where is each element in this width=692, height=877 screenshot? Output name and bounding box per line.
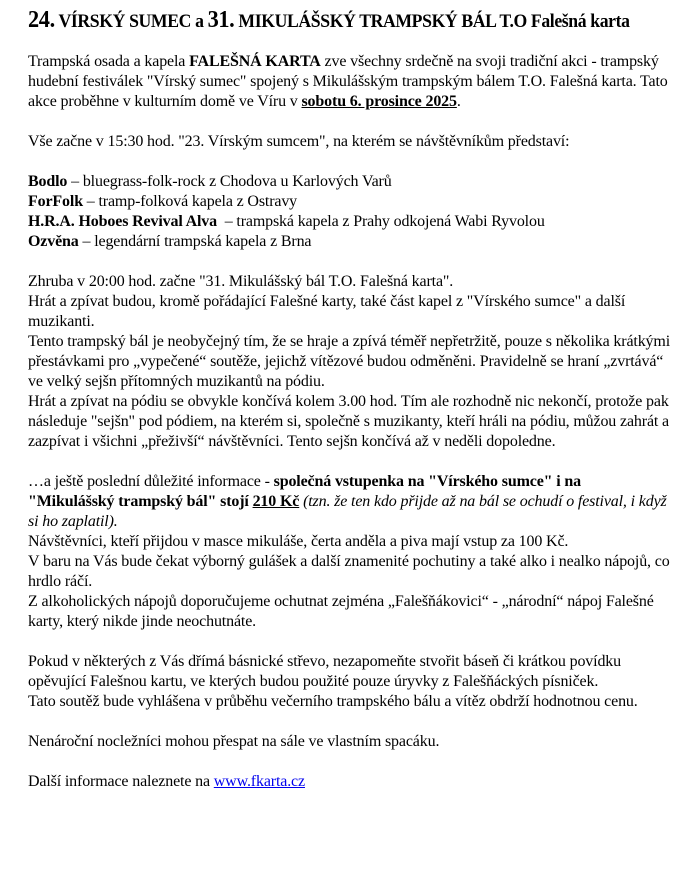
ticket-info-note: (tzn. že ten kdo přijde až na bál se ochudí o festival, i když si ho zaplatil). — [28, 493, 667, 530]
page-title — [28, 8, 670, 34]
title-ball-name: MIKULÁŠSKÝ TRAMPSKÝ BÁL T.O Falešná karta — [234, 11, 630, 32]
accommodation-text: Nenároční nocležníci mohou přespat na sále ve vlastním spacáku. — [28, 733, 440, 750]
spacer — [28, 712, 670, 732]
more-info-text: Další informace naleznete na — [28, 773, 214, 790]
band-name: ForFolk — [28, 193, 83, 210]
spacer — [28, 452, 670, 472]
contest-section — [28, 652, 670, 712]
spacer — [28, 632, 670, 652]
intro-text-end: . — [456, 93, 461, 110]
title-ball-number: 31. — [207, 7, 235, 33]
band-name-highlight: FALEŠNÁ KARTA — [189, 53, 321, 70]
band-list-item — [28, 232, 670, 252]
intro-text-continued: zve všechny srdečně na svoji tradiční akci - trampský hudební festiválek "Vírský sumec" spojený s Mikulášským trampským bálem T.O. Falešná karta. Tato akce proběhne v kulturním domě ve Víru v — [28, 53, 668, 110]
ticket-price: 210 Kč — [252, 493, 300, 510]
festival-start-text: Vše začne v 15:30 hod. "23. Vírským sumcem", na kterém se návštěvníkům představí: — [28, 133, 570, 150]
costume-discount-text: Návštěvníci, kteří přijdou v masce mikuláše, čerta anděla a piva mají vstup za 100 Kč. — [28, 533, 569, 550]
band-list-item — [28, 212, 670, 232]
band-name: Bodlo — [28, 173, 68, 190]
ticket-info-intro: …a ještě poslední důležité informace - — [28, 473, 274, 490]
contest-announcement-text: Tato soutěž bude vyhlášena v průběhu večerního trampského bálu a vítěz obdrží hodnotnou cenu. — [28, 693, 638, 710]
band-list-item — [28, 192, 670, 212]
ticket-info — [28, 472, 670, 532]
spacer — [28, 252, 670, 272]
band-description: – trampská kapela z Prahy odkojená Wabi Ryvolou — [217, 213, 545, 230]
title-festival-name: VÍRSKÝ SUMEC a — [54, 11, 208, 32]
drink-recommendation-text: Z alkoholických nápojů doporučujeme ochutnat zejména „Falešňákovici“ - „národní“ nápoj Falešné karty, který nikde jinde neochutnáte. — [28, 593, 654, 630]
ticket-info-bold: společná vstupenka na "Vírského sumce" i na "Mikulášský trampský bál" stojí — [28, 473, 581, 510]
spacer — [28, 152, 670, 172]
info-section — [28, 472, 670, 632]
spacer — [28, 112, 670, 132]
spacer — [28, 752, 670, 772]
website-link[interactable]: www.fkarta.cz — [213, 773, 305, 790]
band-description: – bluegrass-folk-rock z Chodova u Karlových Varů — [67, 173, 392, 190]
bar-info-text: V baru na Vás bude čekat výborný gulášek a další znamenité pochutiny a také alko i nealko nápojů, co hrdlo ráčí. — [28, 553, 670, 590]
ball-description-text: Tento trampský bál je neobyčejný tím, že se hraje a zpívá téměř nepřetržitě, pouze s několika krátkými přestávkami pro „vypečené“ soutěže, jejichž vítězové budou odměněni. Pravidelně se hraní „zvrtává“ ve velký sejšn přítomných muzikantů na pódiu. — [28, 333, 670, 390]
ball-end-text: Hrát a zpívat na pódiu se obvykle končívá kolem 3.00 hod. Tím ale rozhodně nic nekončí, protože pak následuje "sejšn" pod pódiem, na kterém si, společně s muzikanty, kteří hráli na pódiu, můžou zahrát a zazpívat i všichni „přeživší“ návštěvníci. Tento sejšn končívá až v neděli dopoledne. — [28, 393, 669, 450]
intro-text: Trampská osada a kapela — [28, 53, 190, 70]
band-description: – legendární trampská kapela z Brna — [78, 233, 312, 250]
band-name: H.R.A. Hoboes Revival Alva — [28, 213, 217, 230]
ball-performers-text: Hrát a zpívat budou, kromě pořádající Falešné karty, také část kapel z "Vírského sumce" a další muzikanti. — [28, 293, 626, 330]
ball-section — [28, 272, 670, 452]
event-date: sobotu 6. prosince 2025 — [301, 93, 457, 110]
title-festival-number: 24. — [28, 7, 55, 33]
ball-start-text: Zhruba v 20:00 hod. začne "31. Mikulášský bál T.O. Falešná karta". — [28, 273, 454, 290]
poetry-contest-text: Pokud v některých z Vás dřímá básnické střevo, nezapomeňte stvořit báseň či krátkou povídku opěvující Falešnou kartu, ve kterých budou použité pouze úryvky z Falešňáckých písniček. — [28, 653, 622, 690]
band-list-item — [28, 172, 670, 192]
band-list — [28, 172, 670, 252]
intro-paragraph — [28, 52, 670, 112]
band-name: Ozvěna — [28, 233, 79, 250]
band-description: – tramp-folková kapela z Ostravy — [82, 193, 298, 210]
more-info-paragraph — [28, 772, 670, 792]
